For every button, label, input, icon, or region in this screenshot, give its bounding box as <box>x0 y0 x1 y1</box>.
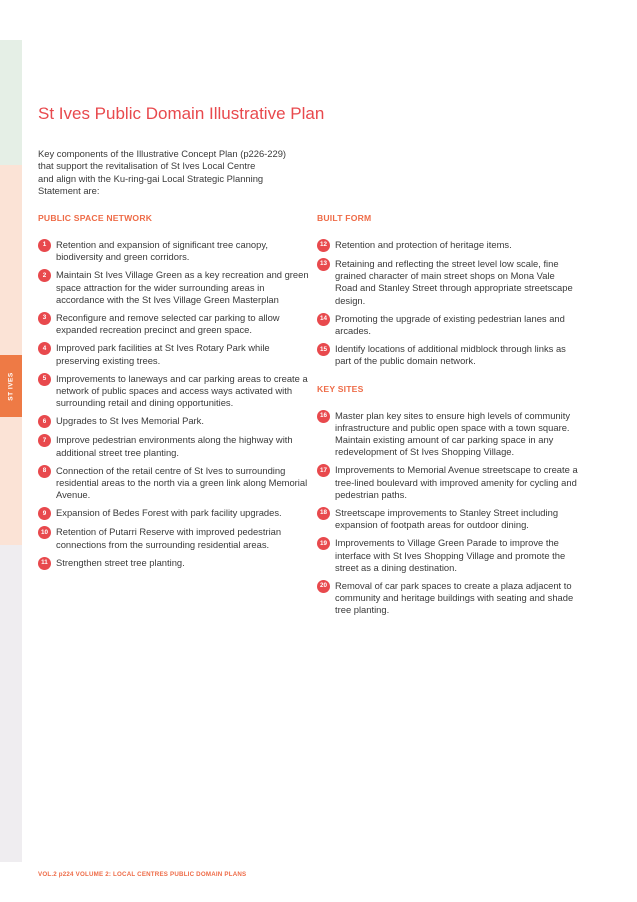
item-text: Upgrades to St Ives Memorial Park. <box>56 415 204 427</box>
item-text: Improve pedestrian environments along the highway with additional street tree planting. <box>56 434 293 458</box>
item-number-badge: 17 <box>317 464 330 477</box>
right-column <box>317 213 579 623</box>
list-item <box>317 258 579 307</box>
item-text: Streetscape improvements to Stanley Street including expansion of footpath areas for outdoor dining. <box>335 507 559 531</box>
item-text: Improvements to Village Green Parade to improve the interface with St Ives Shopping Village and promote the street as a dining destination. <box>335 537 566 573</box>
item-number-badge: 4 <box>38 342 51 355</box>
left-column <box>38 213 310 576</box>
item-text: Expansion of Bedes Forest with park facility upgrades. <box>56 507 282 519</box>
list-item <box>38 557 310 570</box>
item-text: Maintain St Ives Village Green as a key recreation and green space attraction for the wider surrounding areas in accordance with the St Ives Village Green Masterplan <box>56 269 309 305</box>
list-item <box>317 537 579 574</box>
item-text: Promoting the upgrade of existing pedestrian lanes and arcades. <box>335 312 565 337</box>
list-item <box>38 342 310 366</box>
built-form-list <box>317 239 579 368</box>
item-text: Retention of Putarri Reserve with improved pedestrian connections from the surrounding residential areas. <box>56 526 282 550</box>
side-strip-green <box>0 40 22 165</box>
item-number-badge: 7 <box>38 434 51 447</box>
item-text: Improved park facilities at St Ives Rotary Park while preserving existing trees. <box>56 342 270 366</box>
item-number-badge: 15 <box>317 343 330 356</box>
item-text: Connection of the retail centre of St Ives to surrounding residential areas to the north via a green link along Memorial Avenue. <box>56 464 308 501</box>
item-text: Retention and protection of heritage items. <box>335 239 512 250</box>
item-text: Improvements to Memorial Avenue streetscape to create a tree-lined boulevard with improved amenity for cycling and pedestrian paths. <box>335 464 578 500</box>
side-strip-grey <box>0 545 22 862</box>
item-text: Retaining and reflecting the street level low scale, fine grained character of main street shops on Mona Vale Road and Stanley Street through appropriate streetscape design. <box>335 258 573 306</box>
list-item <box>38 239 310 263</box>
item-text: Reconfigure and remove selected car parking to allow expanded recreation precinct and green space. <box>56 312 280 336</box>
list-item <box>38 434 310 458</box>
list-item <box>317 343 579 367</box>
intro-paragraph: Key components of the Illustrative Concept Plan (p226-229) that support the revitalisation of St Ives Local Centre and align with the Ku-ring-gai Local Strategic Planning Statement are: <box>38 148 287 197</box>
item-number-badge: 2 <box>38 269 51 282</box>
item-text: Removal of car park spaces to create a plaza adjacent to community and heritage buildings with seating and shade tree planting. <box>335 580 574 616</box>
item-number-badge: 20 <box>317 580 330 593</box>
list-item <box>317 239 579 252</box>
item-number-badge: 1 <box>38 239 51 252</box>
side-strip-peach-lower <box>0 417 22 545</box>
list-item <box>38 312 310 336</box>
list-item <box>317 313 579 337</box>
item-number-badge: 11 <box>38 557 51 570</box>
item-text: Master plan key sites to ensure high levels of community infrastructure and public open space with a town square. Maintain existing amount of car parking space in any redevelopment of St Ives Shopping Village. <box>335 409 571 458</box>
item-number-badge: 14 <box>317 313 330 326</box>
item-number-badge: 8 <box>38 465 51 478</box>
side-tab-label-wrap <box>0 355 22 417</box>
item-number-badge: 13 <box>317 258 330 271</box>
key-sites-heading: KEY SITES <box>317 383 364 394</box>
item-number-badge: 10 <box>38 526 51 539</box>
side-strip-peach <box>0 165 22 355</box>
page-title: St Ives Public Domain Illustrative Plan <box>38 104 325 123</box>
item-number-badge: 9 <box>38 507 51 520</box>
item-text: Strengthen street tree planting. <box>56 556 185 568</box>
list-item <box>38 269 310 306</box>
page-footer: VOL.2 p224 VOLUME 2: LOCAL CENTRES PUBLIC DOMAIN PLANS <box>38 871 247 878</box>
item-number-badge: 5 <box>38 373 51 386</box>
item-number-badge: 12 <box>317 239 330 252</box>
public-space-list <box>38 239 310 570</box>
list-item <box>317 464 579 501</box>
list-item <box>317 580 579 617</box>
key-sites-list <box>317 410 579 617</box>
item-text: Identify locations of additional midblock through links as part of the public domain network. <box>335 343 566 367</box>
list-item <box>38 373 310 410</box>
item-number-badge: 6 <box>38 415 51 428</box>
list-item <box>38 526 310 550</box>
list-item <box>38 415 310 428</box>
item-text: Retention and expansion of significant tree canopy, biodiversity and green corridors. <box>56 239 268 263</box>
built-form-heading: BUILT FORM <box>317 213 372 223</box>
public-space-heading: PUBLIC SPACE NETWORK <box>38 213 153 223</box>
list-item <box>38 465 310 502</box>
item-number-badge: 19 <box>317 537 330 550</box>
side-tab-label: ST IVES <box>7 371 15 401</box>
item-number-badge: 16 <box>317 410 330 423</box>
item-number-badge: 18 <box>317 507 330 520</box>
list-item <box>38 507 310 520</box>
item-text: Improvements to laneways and car parking areas to create a network of public spaces and access ways activated with surrounding retail and dining opportunities. <box>56 372 308 409</box>
list-item <box>317 410 579 459</box>
item-number-badge: 3 <box>38 312 51 325</box>
list-item <box>317 507 579 531</box>
